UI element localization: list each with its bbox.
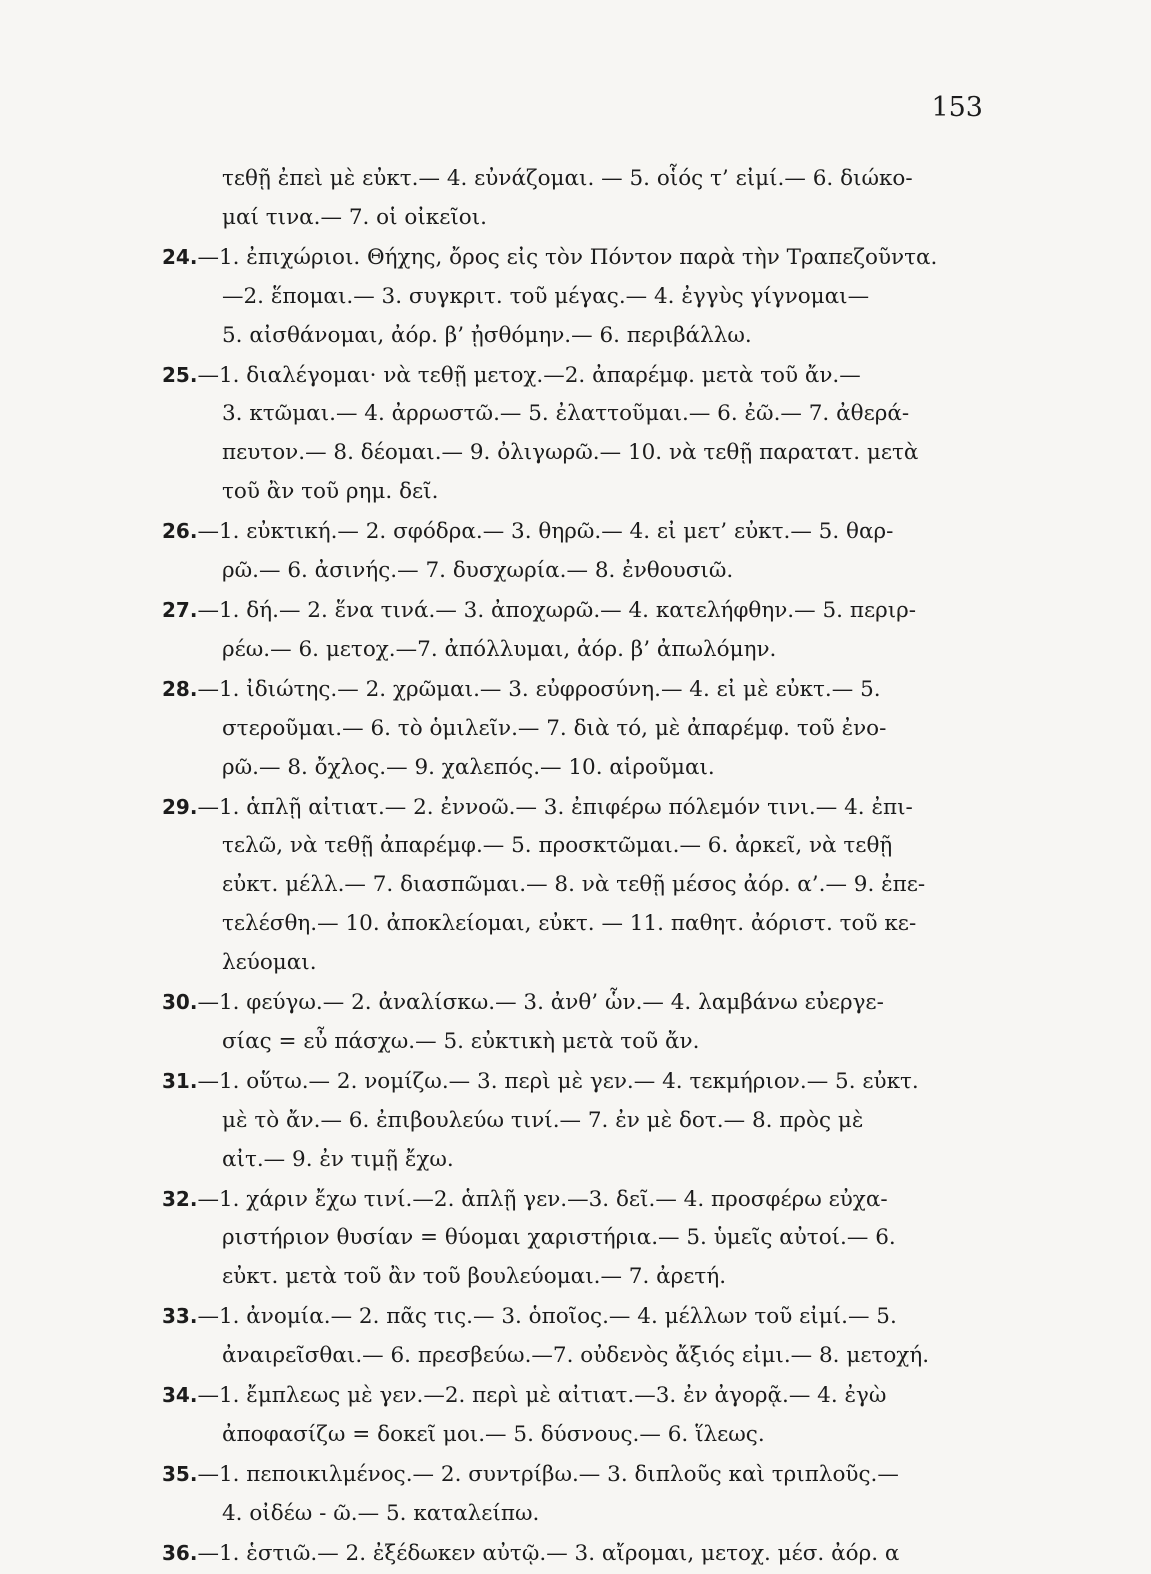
entry-24: [162, 238, 990, 356]
text-line: —1. οὕτω.— 2. νομίζω.— 3. περὶ μὲ γεν.— 4. τεκμήριον.— 5. εὐκτ.: [197, 1068, 919, 1094]
entry-26: [162, 512, 990, 591]
text-line: τελῶ, νὰ τεθῇ ἀπαρέμφ.— 5. προσκτῶμαι.— 6. ἀρκεῖ, νὰ τεθῇ: [222, 833, 893, 859]
entry-number: 31.: [162, 1068, 198, 1093]
entry-28: [162, 670, 990, 788]
text-line: ἀποφασίζω = δοκεῖ μοι.— 5. δύσνους.— 6. ἵλεως.: [222, 1422, 765, 1447]
text-line: ἀναιρεῖσθαι.— 6. πρεσβεύω.—7. οὐδενὸς ἄξιός εἰμι.— 8. μετοχή.: [222, 1343, 930, 1369]
entry-30: [162, 983, 990, 1062]
entry-number: 27.: [162, 597, 198, 622]
entry-number: 35.: [162, 1461, 198, 1486]
entry-27: [162, 591, 990, 670]
entry-31: [162, 1062, 990, 1180]
text-line: 4. οἰδέω - ῶ.— 5. καταλείπω.: [222, 1500, 540, 1526]
page-number: 153: [931, 92, 983, 123]
text-line: —1. ἐπιχώριοι. Θήχης, ὄρος εἰς τὸν Πόντον παρὰ τὴν Τραπεζοῦντα.: [197, 244, 938, 270]
entry-29: [162, 788, 990, 984]
entry-number: 26.: [162, 519, 198, 544]
entry-number: 28.: [162, 676, 198, 701]
entry-number: 34.: [162, 1383, 198, 1408]
entry-35: [162, 1455, 990, 1534]
text-line: ριστήριον θυσίαν = θύομαι χαριστήρια.— 5. ὑμεῖς αὐτοί.— 6.: [222, 1225, 896, 1251]
text-line: μὲ τὸ ἄν.— 6. ἐπιβουλεύω τινί.— 7. ἐν μὲ δοτ.— 8. πρὸς μὲ: [222, 1107, 864, 1133]
text-line: —1. χάριν ἔχω τινί.—2. ἁπλῇ γεν.—3. δεῖ.— 4. προσφέρω εὐχα-: [197, 1186, 888, 1212]
text-line: λεύομαι.: [222, 950, 317, 976]
entry-25: [162, 356, 990, 513]
text-line: μαί τινα.— 7. οἱ οἰκεῖοι.: [222, 204, 487, 230]
entry-number: 25.: [162, 362, 198, 387]
entry-number: 30.: [162, 990, 198, 1015]
entry-number: 32.: [162, 1186, 198, 1211]
text-line: ρῶ.— 6. ἀσινής.— 7. δυσχωρία.— 8. ἐνθουσιῶ.: [222, 558, 734, 584]
entry-36: [162, 1534, 990, 1574]
text-line: τεθῇ ἐπεὶ μὲ εὐκτ.— 4. εὐνάζομαι. — 5. οἷός τ’ εἰμί.— 6. διώκο-: [222, 166, 913, 191]
text-line: 5. αἰσθάνομαι, ἀόρ. β’ ᾐσθόμην.— 6. περιβάλλω.: [222, 322, 752, 348]
text-line: —1. ἑστιῶ.— 2. ἐξέδωκεν αὐτῷ.— 3. αἴρομαι, μετοχ. μέσ. ἀόρ. α: [197, 1540, 900, 1566]
entry-continuation: [162, 160, 990, 238]
text-line: πευτον.— 8. δέομαι.— 9. ὀλιγωρῶ.— 10. νὰ τεθῇ παρατατ. μετὰ: [222, 440, 919, 466]
text-line: στεροῦμαι.— 6. τὸ ὁμιλεῖν.— 7. διὰ τό, μὲ ἀπαρέμφ. τοῦ ἐνο-: [222, 715, 887, 741]
text-line: —1. ἁπλῇ αἰτιατ.— 2. ἐννοῶ.— 3. ἐπιφέρω πόλεμόν τινι.— 4. ἐπι-: [197, 794, 913, 820]
text-line: σίας = εὖ πάσχω.— 5. εὐκτικὴ μετὰ τοῦ ἄν.: [222, 1028, 700, 1054]
text-line: —2. ἕπομαι.— 3. συγκριτ. τοῦ μέγας.— 4. ἐγγὺς γίγνομαι—: [222, 283, 870, 309]
text-line: εὐκτ. μετὰ τοῦ ἂν τοῦ βουλεύομαι.— 7. ἀρετή.: [222, 1264, 727, 1290]
text-line: —1. ἔμπλεως μὲ γεν.—2. περὶ μὲ αἰτιατ.—3. ἐν ἀγορᾷ.— 4. ἐγὼ: [197, 1383, 887, 1409]
entry-33: [162, 1297, 990, 1376]
text-line: —1. εὐκτική.— 2. σφόδρα.— 3. θηρῶ.— 4. εἰ μετ’ εὐκτ.— 5. θαρ-: [197, 519, 894, 545]
entry-number: 33.: [162, 1304, 198, 1329]
text-line: —1. ἀνομία.— 2. πᾶς τις.— 3. ὁποῖος.— 4. μέλλων τοῦ εἰμί.— 5.: [197, 1304, 897, 1330]
entry-34: [162, 1376, 990, 1455]
text-line: τοῦ ἂν τοῦ ρημ. δεῖ.: [222, 479, 439, 505]
text-line: —1. φεύγω.— 2. ἀναλίσκω.— 3. ἀνθ’ ὧν.— 4. λαμβάνω εὐεργε-: [197, 990, 884, 1016]
text-line: αἰτ.— 9. ἐν τιμῇ ἔχω.: [222, 1146, 454, 1172]
text-line: 3. κτῶμαι.— 4. ἀρρωστῶ.— 5. ἐλαττοῦμαι.— 6. ἐῶ.— 7. ἀθερά-: [222, 401, 910, 427]
text-line: —1. δή.— 2. ἕνα τινά.— 3. ἀποχωρῶ.— 4. κατελήφθην.— 5. περιρ-: [197, 597, 917, 623]
text-line: ρῶ.— 8. ὄχλος.— 9. χαλεπός.— 10. αἱροῦμαι.: [222, 754, 715, 780]
text-line: τελέσθη.— 10. ἀποκλείομαι, εὐκτ. — 11. παθητ. ἀόριστ. τοῦ κε-: [222, 911, 917, 937]
entry-number: 36.: [162, 1540, 198, 1565]
text-line: —1. ἰδιώτης.— 2. χρῶμαι.— 3. εὐφροσύνη.— 4. εἰ μὲ εὐκτ.— 5.: [197, 676, 881, 702]
entry-32: [162, 1180, 990, 1298]
text-line: —1. διαλέγομαι· νὰ τεθῇ μετοχ.—2. ἀπαρέμφ. μετὰ τοῦ ἄν.—: [197, 362, 861, 388]
entry-number: 24.: [162, 244, 198, 269]
entry-number: 29.: [162, 794, 198, 819]
text-line: —1. πεποικιλμένος.— 2. συντρίβω.— 3. διπλοῦς καὶ τριπλοῦς.—: [197, 1461, 899, 1487]
text-line: ρέω.— 6. μετοχ.—7. ἀπόλλυμαι, ἀόρ. β’ ἀπωλόμην.: [222, 636, 777, 662]
answer-key-text: [162, 160, 990, 1574]
text-line: εὐκτ. μέλλ.— 7. διασπῶμαι.— 8. νὰ τεθῇ μέσος ἀόρ. α’.— 9. ἐπε-: [222, 872, 926, 898]
